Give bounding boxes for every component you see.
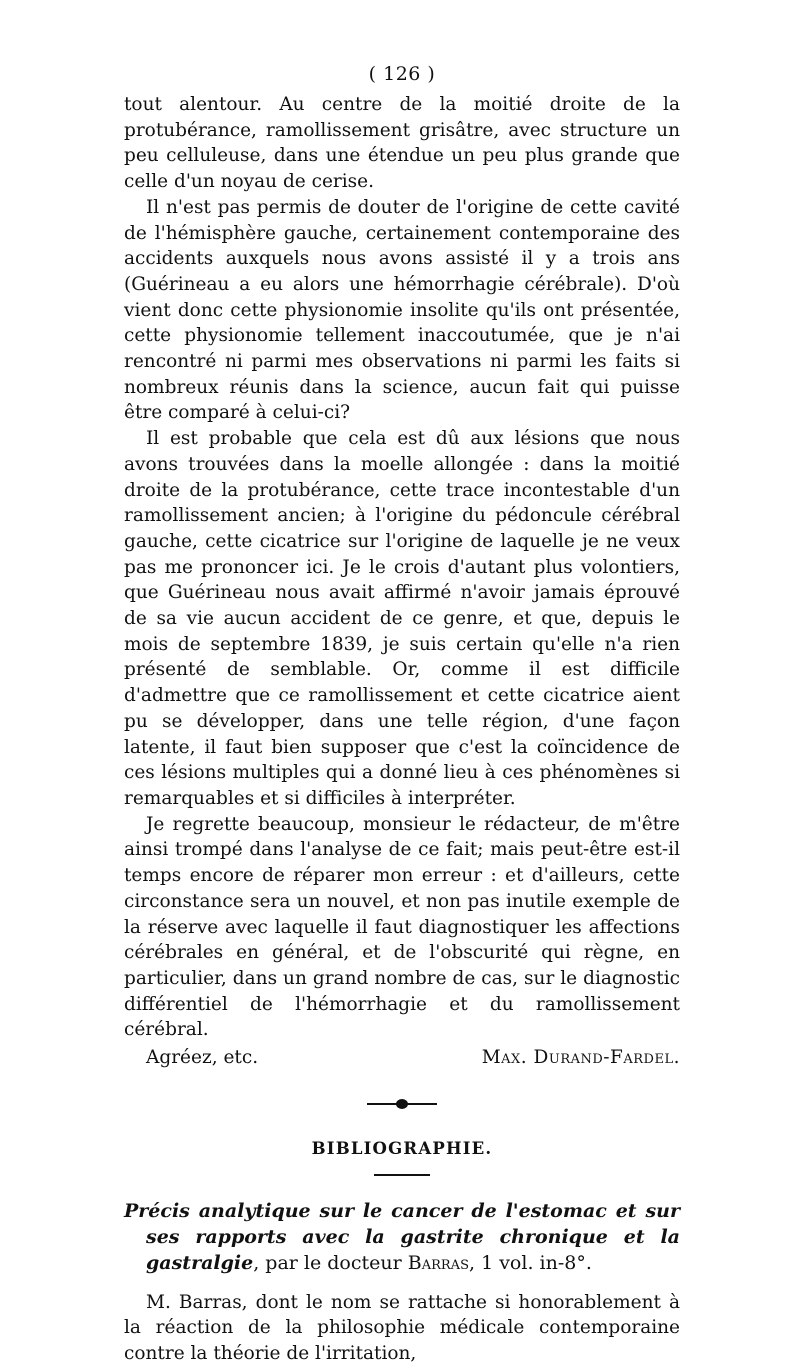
book-by: , par le docteur — [253, 1251, 408, 1274]
closing-text: Agréez, etc. — [146, 1047, 259, 1069]
book-title: Précis analytique sur le cancer de l'estomac et sur ses rapports avec la gastrite chronique et la gastralgie — [124, 1199, 680, 1274]
ornament-divider — [367, 1099, 437, 1109]
section-heading: BIBLIOGRAPHIE. — [311, 1138, 493, 1158]
paragraph-continuation: tout alentour. Au centre de la moitié droite de la protubérance, ramollissement grisâtre, avec structure un peu celluleuse, dans une étendue un peu plus grande que celle d'un noyau de cerise. — [124, 94, 680, 193]
book-author: Barras — [407, 1251, 469, 1274]
heading-rule — [374, 1174, 430, 1176]
paragraph-regret: Je regrette beaucoup, monsieur le rédacteur, de m'être ainsi trompé dans l'analyse de ce fait; mais peut-être est-il temps encore de réparer mon erreur : et d'ailleurs, cette circonstance sera un nouvel, et non pas inutile exemple de la réserve avec laquelle il faut diagnostiquer les affections cérébrales en général, et de l'obscurité qui règne, en particulier, dans un grand nombre de cas, sur le diagnostic différentiel de l'hémorrhagie et du ramollissement cérébral. — [124, 813, 680, 1041]
page — [124, 62, 680, 1367]
book-details: , 1 vol. in-8°. — [468, 1251, 592, 1274]
paragraph-lesions: Il est probable que cela est dû aux lésions que nous avons trouvées dans la moelle allongée : dans la moitié droite de la protubérance, cette trace incontestable d'un ramollissement ancien; à l'origine du pédoncule cérébral gauche, cette cicatrice sur l'origine de laquelle je ne veux pas me prononcer ici. Je le crois d'autant plus volontiers, que Guérineau nous avait affirmé n'avoir jamais éprouvé de sa vie aucun accident de ce genre, et que, depuis le mois de septembre 1839, je suis certain qu'elle n'a rien présenté de semblable. Or, comme il est difficile d'admettre que ce ramollissement et cette cicatrice aient pu se développer, dans une telle région, d'une façon latente, il faut bien supposer que c'est la coïncidence de ces lésions multiples qui a donné lieu à ces phénomènes si remarquables et si difficiles à interpréter. — [124, 428, 680, 809]
closing-row — [124, 1045, 680, 1071]
review-paragraph: M. Barras, dont le nom se rattache si honorablement à la réaction de la philosophie médicale contemporaine contre la théorie de l'irritation, — [124, 1291, 680, 1365]
paragraph-hemisphere-cavity: Il n'est pas permis de douter de l'origine de cette cavité de l'hémisphère gauche, certainement contemporaine des accidents auxquels nous avons assisté il y a trois ans (Guérineau a eu alors une hémorrhagie cérébrale). D'où vient donc cette physionomie insolite qu'ils ont présentée, cette physionomie tellement inaccoutumée, que je n'ai rencontré ni parmi mes observations ni parmi les faits si nombreux réunis dans la science, aucun fait qui puisse être comparé à celui-ci? — [124, 196, 680, 424]
signature: Max. Durand-Fardel. — [481, 1047, 680, 1069]
page-number: ( 126 ) — [368, 63, 436, 85]
book-entry — [124, 1198, 680, 1276]
